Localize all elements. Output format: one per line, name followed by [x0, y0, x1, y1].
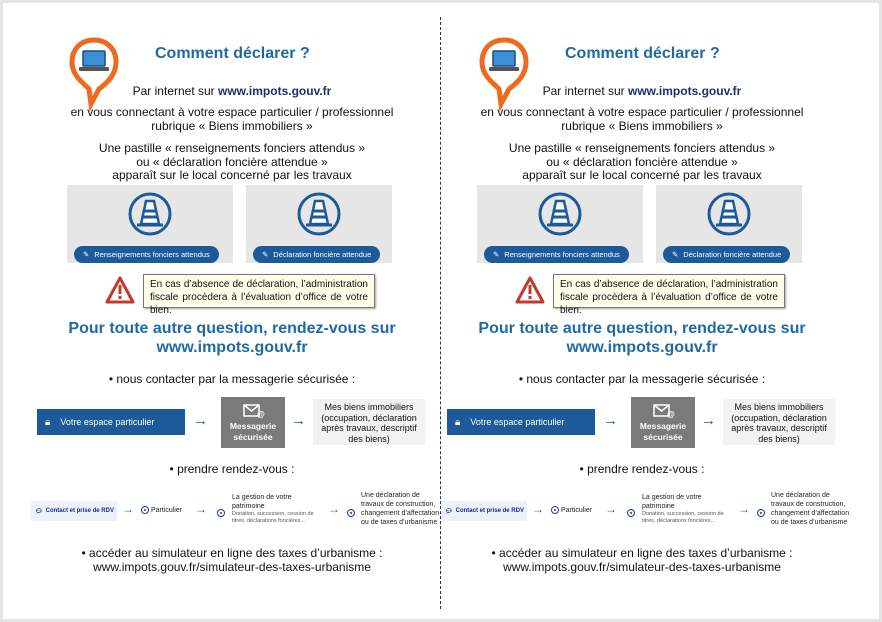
warning-triangle-icon	[105, 276, 135, 304]
messagerie-note: Mes biens immobiliers (occupation, déclaration après travaux, descriptif des biens)	[313, 399, 425, 445]
connect-line-1: en vous connectant à votre espace particulier / professionnel	[480, 105, 804, 119]
lock-icon: 🔒︎	[455, 416, 461, 428]
question-line-1: Pour toute autre question, rendez-vous sur	[68, 320, 396, 337]
radio-icon[interactable]	[757, 509, 765, 518]
section-title: Comment déclarer ?	[565, 45, 720, 62]
pencil-icon: ✎	[262, 250, 269, 259]
traffic-cone-icon	[296, 191, 342, 237]
site-link[interactable]: www.impots.gouv.fr	[218, 84, 332, 98]
rdv-particulier-label: Particulier	[150, 507, 183, 514]
badge-card-renseignements	[67, 185, 233, 263]
warning-notice	[515, 274, 805, 316]
rdv-patrimoine-label: La gestion de votre patrimoine	[642, 494, 702, 510]
badge-line-2: ou « déclaration foncière attendue »	[546, 155, 738, 169]
rdv-patrimoine-option	[642, 493, 730, 525]
arrow-right-icon: →	[195, 502, 207, 516]
connect-line-2: rubrique « Biens immobiliers »	[561, 119, 723, 133]
espace-particulier-button[interactable]	[37, 409, 185, 435]
radio-icon	[551, 506, 559, 514]
internet-prefix: Par internet sur	[542, 84, 625, 98]
contact-rdv-label: Contact et prise de RDV	[45, 508, 114, 514]
question-line-1: Pour toute autre question, rendez-vous sur	[478, 320, 806, 337]
badge-line-1: Une pastille « renseignements fonciers attendus »	[508, 141, 776, 155]
badge-card-renseignements	[477, 185, 643, 263]
espace-particulier-label: Votre espace particulier	[60, 417, 155, 427]
rdv-declaration-option: Une déclaration de travaux de construction, changement d’affectation ou de taxes d’urbanisme	[361, 492, 440, 526]
svg-text:@: @	[667, 410, 675, 419]
leaflet-left	[27, 3, 440, 619]
arrow-right-icon: →	[328, 502, 340, 516]
badge-card-declaration	[656, 185, 802, 263]
traffic-cone-icon	[127, 191, 173, 237]
renseignements-label: Renseignements fonciers attendus	[94, 250, 210, 259]
messagerie-note: Mes biens immobiliers (occupation, déclaration après travaux, descriptif des biens)	[723, 399, 835, 445]
secure-mail-icon	[242, 401, 264, 419]
svg-text:@: @	[257, 410, 265, 419]
warning-notice	[105, 274, 395, 316]
chat-bubble-icon: 💬︎	[35, 508, 43, 515]
question-line-2[interactable]: www.impots.gouv.fr	[156, 339, 308, 356]
badge-line-3: apparaît sur le local concerné par les travaux	[112, 168, 352, 182]
arrow-right-icon: →	[605, 502, 617, 516]
espace-particulier-button[interactable]	[447, 409, 595, 435]
arrow-right-icon: →	[122, 502, 134, 516]
rdv-patrimoine-sub: Donation, succession, cession de titres, déclarations foncières...	[642, 511, 724, 524]
rdv-declaration-option: Une déclaration de travaux de construction, changement d’affectation ou de taxes d’urbanisme	[771, 492, 850, 526]
declaration-button[interactable]	[663, 246, 790, 263]
pencil-icon: ✎	[493, 250, 500, 259]
internet-line	[437, 84, 847, 98]
messagerie-line-1: Messagerie	[639, 421, 687, 431]
badge-line-2: ou « déclaration foncière attendue »	[136, 155, 328, 169]
site-link[interactable]: www.impots.gouv.fr	[628, 84, 742, 98]
chat-bubble-icon: 💬︎	[445, 508, 453, 515]
contact-rdv-label: Contact et prise de RDV	[455, 508, 524, 514]
declaration-label: Déclaration foncière attendue	[273, 250, 372, 259]
warning-triangle-icon	[515, 276, 545, 304]
messagerie-line-2: sécurisée	[643, 432, 683, 442]
contact-rdv-chip[interactable]	[441, 501, 527, 521]
messagerie-securisee-box[interactable]	[631, 397, 695, 448]
rdv-intro: • prendre rendez-vous :	[169, 462, 295, 476]
arrow-right-icon: →	[532, 502, 544, 516]
espace-particulier-label: Votre espace particulier	[470, 417, 565, 427]
leaflet-sheet	[3, 3, 879, 619]
simulator-line-1: • accéder au simulateur en ligne des taxes d’urbanisme :	[491, 546, 793, 560]
connect-line-1: en vous connectant à votre espace particulier / professionnel	[70, 105, 394, 119]
rdv-patrimoine-label: La gestion de votre patrimoine	[232, 494, 292, 510]
declaration-label: Déclaration foncière attendue	[683, 250, 782, 259]
renseignements-button[interactable]	[484, 246, 629, 263]
rdv-intro: • prendre rendez-vous :	[579, 462, 705, 476]
pencil-icon: ✎	[672, 250, 679, 259]
simulator-line-2[interactable]: www.impots.gouv.fr/simulateur-des-taxes-urbanisme	[93, 560, 371, 574]
leaflet-right	[437, 3, 850, 619]
secure-mail-icon	[652, 401, 674, 419]
renseignements-label: Renseignements fonciers attendus	[504, 250, 620, 259]
rdv-patrimoine-option	[232, 493, 320, 525]
radio-icon[interactable]	[347, 509, 355, 518]
renseignements-button[interactable]	[74, 246, 219, 263]
arrow-right-icon: →	[291, 412, 306, 429]
contact-rdv-chip[interactable]	[31, 501, 117, 521]
declaration-button[interactable]	[253, 246, 380, 263]
radio-icon[interactable]	[217, 509, 225, 518]
radio-icon[interactable]	[627, 509, 635, 518]
rdv-patrimoine-sub: Donation, succession, cession de titres, déclarations foncières...	[232, 511, 314, 524]
rdv-particulier-option[interactable]	[551, 506, 592, 515]
badge-line-1: Une pastille « renseignements fonciers attendus »	[98, 141, 366, 155]
contact-intro: • nous contacter par la messagerie sécurisée :	[518, 372, 766, 386]
internet-prefix: Par internet sur	[132, 84, 215, 98]
badge-line-3: apparaît sur le local concerné par les travaux	[522, 168, 762, 182]
traffic-cone-icon	[537, 191, 583, 237]
lock-icon: 🔒︎	[45, 416, 51, 428]
warning-text: En cas d’absence de déclaration, l’administration fiscale procèdera à l’évaluation d’office de votre bien.	[143, 274, 375, 308]
question-line-2[interactable]: www.impots.gouv.fr	[566, 339, 718, 356]
badge-card-declaration	[246, 185, 392, 263]
warning-text: En cas d’absence de déclaration, l’administration fiscale procèdera à l’évaluation d’office de votre bien.	[553, 274, 785, 308]
messagerie-securisee-box[interactable]	[221, 397, 285, 448]
simulator-line-2[interactable]: www.impots.gouv.fr/simulateur-des-taxes-urbanisme	[503, 560, 781, 574]
arrow-right-icon: →	[603, 412, 618, 429]
messagerie-line-2: sécurisée	[233, 432, 273, 442]
connect-line-2: rubrique « Biens immobiliers »	[151, 119, 313, 133]
contact-intro: • nous contacter par la messagerie sécurisée :	[108, 372, 356, 386]
simulator-line-1: • accéder au simulateur en ligne des taxes d’urbanisme :	[81, 546, 383, 560]
messagerie-line-1: Messagerie	[229, 421, 277, 431]
arrow-right-icon: →	[193, 412, 208, 429]
radio-icon	[141, 506, 149, 514]
arrow-right-icon: →	[738, 502, 750, 516]
internet-line	[27, 84, 437, 98]
pencil-icon: ✎	[83, 250, 90, 259]
traffic-cone-icon	[706, 191, 752, 237]
section-title: Comment déclarer ?	[155, 45, 310, 62]
arrow-right-icon: →	[701, 412, 716, 429]
rdv-particulier-label: Particulier	[560, 507, 593, 514]
rdv-particulier-option[interactable]	[141, 506, 182, 515]
